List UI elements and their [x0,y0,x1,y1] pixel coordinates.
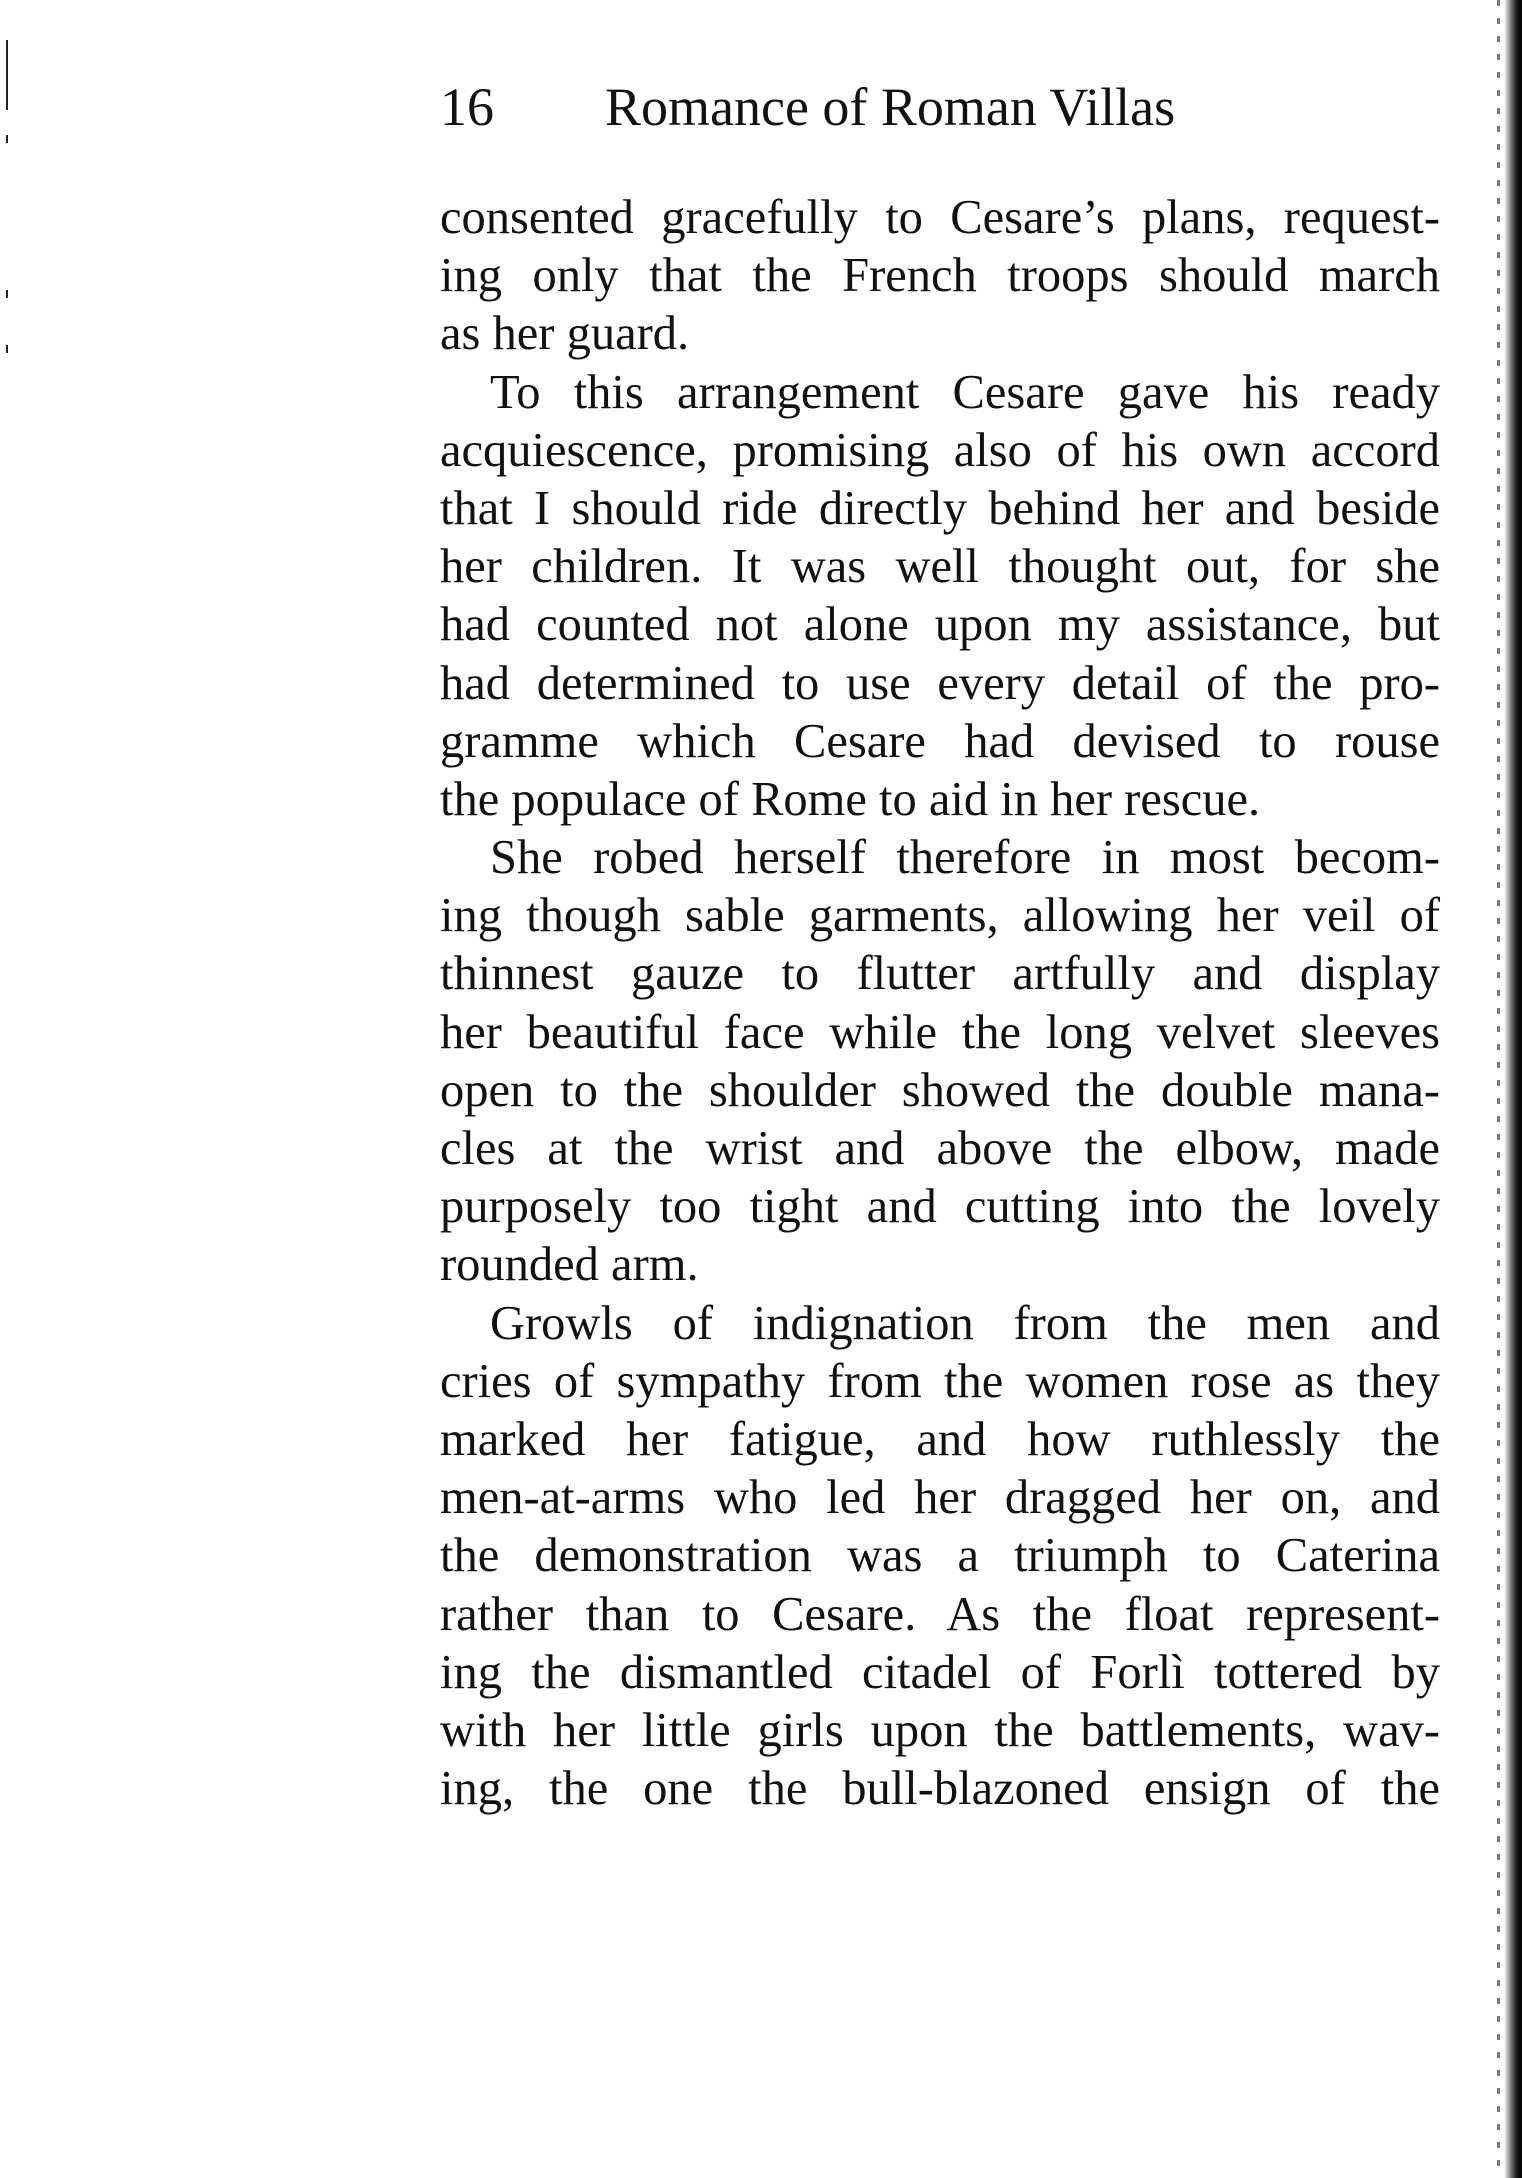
text-line: open to the shoulder showed the double mana- [440,1063,1440,1117]
text-line: acquiescence, promising also of his own accord [440,423,1440,477]
text-line: had counted not alone upon my assistance, but [440,598,1440,652]
text-line: the populace of Rome to aid in her rescue. [440,772,1261,826]
text-line: cles at the wrist and above the elbow, made [440,1122,1440,1175]
text-line: men-at-arms who led her dragged her on, and [440,1471,1440,1525]
running-header [440,72,1440,142]
page-number: 16 [440,77,494,137]
running-title: Romance of Roman Villas [605,77,1176,137]
text-line: her beautiful face while the long velvet sleeves [440,1005,1440,1059]
text-line: the demonstration was a triumph to Caterina [440,1529,1440,1583]
scan-edge-mark [6,290,8,298]
text-line: Growls of indignation from the men and [490,1296,1440,1350]
text-line: She robed herself therefore in most becom- [490,831,1440,885]
text-line: as her guard. [440,307,690,361]
text-line: ing the dismantled citadel of Forlì tottered by [440,1645,1440,1699]
text-line: her children. It was well thought out, for she [440,540,1440,594]
text-line: purposely too tight and cutting into the lovely [440,1180,1440,1234]
text-line: rounded arm. [440,1238,699,1292]
text-line: cries of sympathy from the women rose as they [440,1354,1440,1408]
text-line: consented gracefully to Cesare’s plans, request- [440,191,1440,244]
text-line: thinnest gauze to flutter artfully and display [440,947,1440,1001]
text-line: rather than to Cesare. As the float represent- [440,1587,1440,1641]
body-text [440,189,1440,1818]
text-line: marked her fatigue, and how ruthlessly the [440,1412,1440,1466]
scan-edge-mark [6,40,8,110]
text-line: had determined to use every detail of the pro- [440,656,1440,710]
text-line: with her little girls upon the battlements, wav- [440,1703,1440,1757]
scan-edge-mark [6,345,8,353]
gutter-shadow [1504,0,1522,2178]
text-line: that I should ride directly behind her and beside [440,481,1440,535]
gutter-edge [1497,0,1500,2178]
scan-edge-mark [6,135,8,143]
text-line: To this arrangement Cesare gave his ready [490,365,1440,419]
text-line: gramme which Cesare had devised to rouse [440,714,1440,768]
text-line: ing only that the French troops should march [440,249,1440,303]
text-line: ing, the one the bull-blazoned ensign of the [440,1762,1440,1816]
text-line: ing though sable garments, allowing her veil of [440,889,1440,943]
